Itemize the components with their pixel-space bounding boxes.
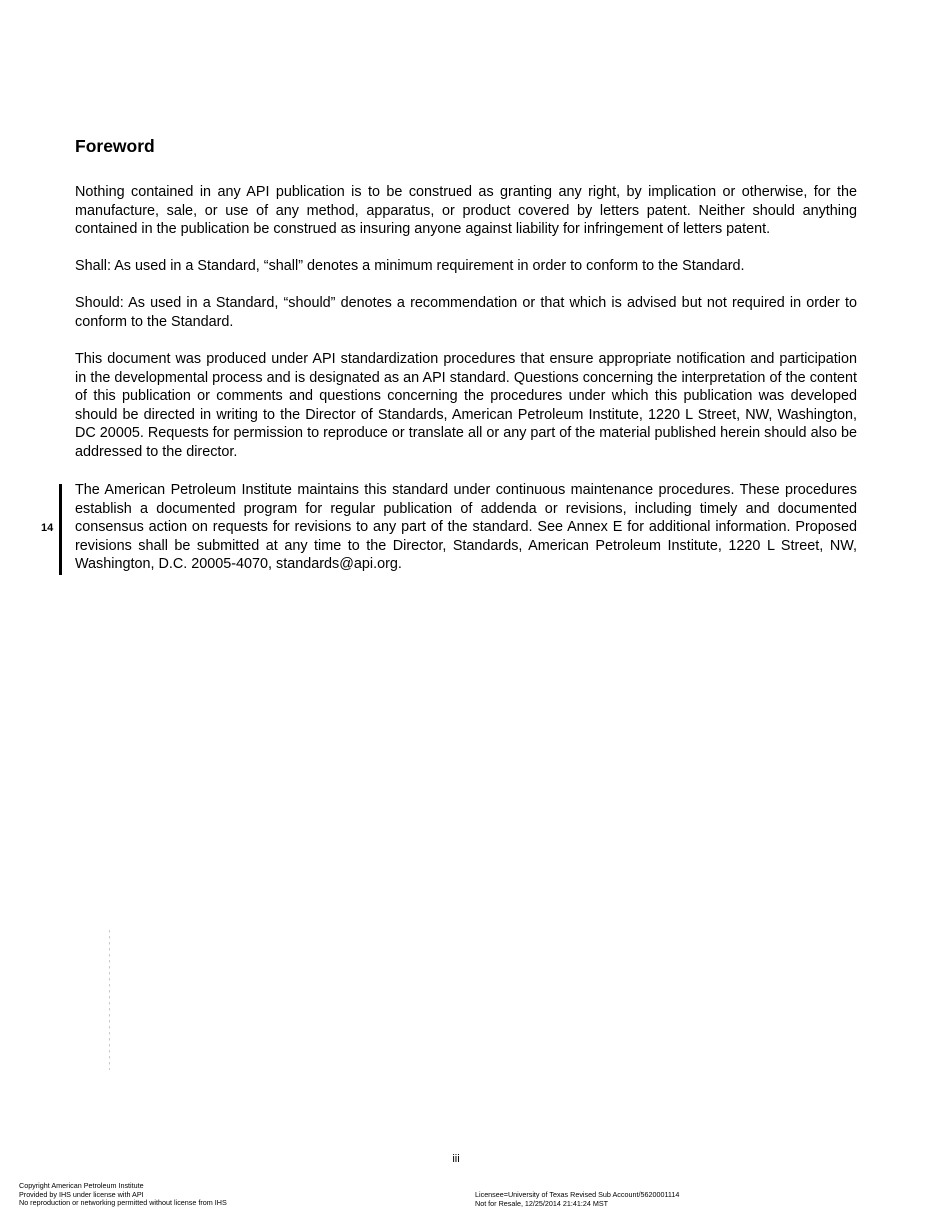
footer-reproduction-line: No reproduction or networking permitted without license from IHS [19, 1198, 227, 1208]
paragraph-should-definition: Should: As used in a Standard, “should” denotes a recommendation or that which is advised but not required in order to conform to the Standard. [75, 295, 857, 330]
change-bar [59, 484, 62, 575]
page-title: Foreword [75, 136, 155, 156]
change-marker-number: 14 [41, 522, 54, 534]
footer-copyright-block [19, 1182, 227, 1208]
footer-resale-line: Not for Resale, 12/25/2014 21:41:24 MST [475, 1198, 609, 1208]
paragraph-patent-disclaimer: Nothing contained in any API publication is to be construed as granting any right, by implication or otherwise, for the manufacture, sale, or use of any method, apparatus, or product covered by letters patent. Neither should anything contained in the publication be construed as insuring anyone against liability for infringement of letters patent. [75, 184, 857, 238]
scan-artifact-dots [109, 930, 111, 1070]
footer-licensee-line: Licensee=University of Texas Revised Sub Account/5620001114 [475, 1190, 680, 1199]
paragraph-shall-definition: Shall: As used in a Standard, “shall” denotes a minimum requirement in order to conform to the Standard. [75, 258, 745, 274]
paragraph-standardization-procedures: This document was produced under API standardization procedures that ensure appropriate notification and participation in the developmental process and is designated as an API standard. Questions concerning the interpretation of the content of this publication or comments and questions concerning the procedures under which this publication was developed should be directed in writing to the Director of Standards, American Petroleum Institute, 1220 L Street, NW, Washington, DC 20005. Requests for permission to reproduce or translate all or any part of the material published herein should also be addressed to the director. [75, 351, 857, 460]
page-number: iii [452, 1153, 460, 1165]
footer-license-line: Provided by IHS under license with API [19, 1189, 144, 1199]
footer-licensee-block [475, 1191, 679, 1208]
paragraph-maintenance-procedures: The American Petroleum Institute maintains this standard under continuous maintenance procedures. These procedures establish a documented program for regular publication of addenda or revisions, including timely and documented consensus action on requests for revisions to any part of the standard. See Annex E for additional information. Proposed revisions shall be submitted at any time to the Director, Standards, American Petroleum Institute, 1220 L Street, NW, Washington, D.C. 20005-4070, standards@api.org. [75, 482, 857, 573]
footer-copyright-line: Copyright American Petroleum Institute [19, 1181, 144, 1190]
